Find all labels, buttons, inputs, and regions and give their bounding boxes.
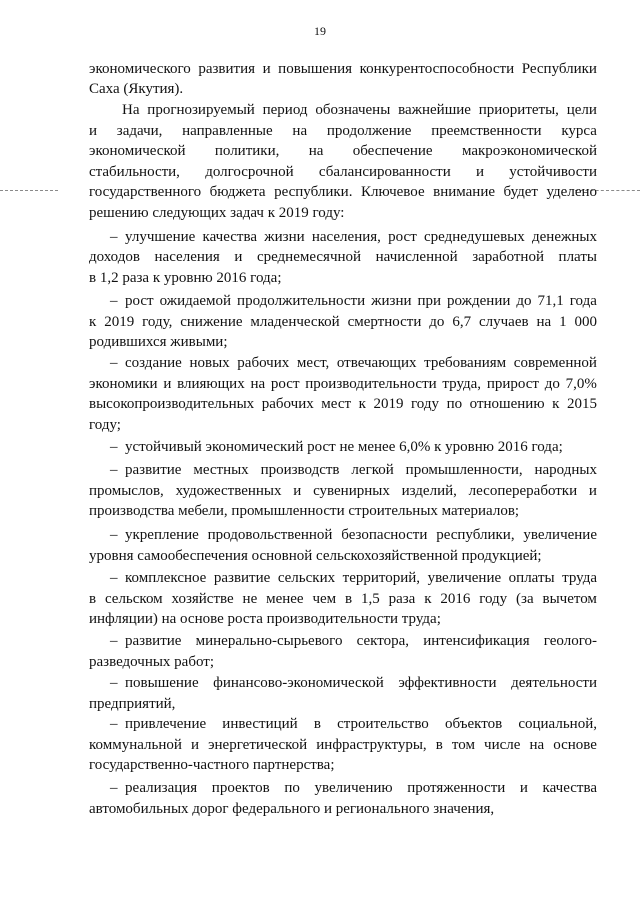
text-line: предприятий, [89,695,176,712]
text-line: коммунальной и энергетической инфраструктуры, в том числе на основе [89,736,597,753]
list-dash: – [110,570,118,586]
text-line: инфляции) на основе роста производительности труда; [89,611,441,628]
text-line: промыслов, художественных и сувенирных изделий, лесопереработки и [89,482,597,499]
text-line: разведочных работ; [89,653,214,670]
text-line: развитие местных производств легкой промышленности, народных [125,462,597,478]
text-line: экономической политики, на обеспечение макроэкономической [89,143,597,160]
text-line: привлечение инвестиций в строительство объектов социальной, [125,716,597,732]
text-line: в 1,2 раза к уровню 2016 года; [89,269,282,286]
text-line: государственно-частного партнерства; [89,757,335,774]
list-dash: – [110,780,118,796]
text-line: улучшение качества жизни населения, рост среднедушевых денежных [125,228,597,245]
page-number: 19 [314,24,326,38]
text-line: рост ожидаемой продолжительности жизни при рождении до 71,1 года [125,293,597,309]
text-line: высокопроизводительных рабочих мест к 2019 году по отношению к 2015 [89,396,597,413]
text-line: укрепление продовольственной безопасности республики, увеличение [125,527,597,543]
text-line: устойчивый экономический рост не менее 6,0% к уровню 2016 года; [125,439,563,455]
list-dash: – [110,527,118,543]
text-line: и задачи, направленные на продолжение преемственности курса [89,122,597,139]
text-line: производства мебели, промышленности строительных материалов; [89,503,520,520]
margin-mark-left [0,190,58,191]
text-line: развитие минерально-сырьевого сектора, интенсификация геолого- [125,633,597,649]
text-line: На прогнозируемый период обозначены важнейшие приоритеты, цели [122,102,597,118]
text-line: автомобильных дорог федерального и регионального значения, [89,800,495,817]
text-line: государственного бюджета республики. Ключевое внимание будет уделено [89,184,597,201]
text-line: родившихся живыми; [89,334,228,351]
text-line: в сельском хозяйстве не менее чем в 1,5 раза к 2016 году (за вычетом [89,590,597,607]
list-dash: – [110,675,118,691]
list-dash: – [110,439,118,455]
text-line: к 2019 году, снижение младенческой смертности до 6,7 случаев на 1 000 [89,313,597,330]
list-dash: – [110,228,118,245]
text-line: реализация проектов по увеличению протяженности и качества [125,780,597,796]
text-line: экономики и влияющих на рост производительности труда, прирост до 7,0% [89,375,597,392]
text-line: решению следующих задач к 2019 году: [89,205,345,221]
text-line: стабильности, долгосрочной сбалансированности и устойчивости [89,163,597,180]
list-dash: – [110,462,118,478]
list-dash: – [110,355,118,371]
list-dash: – [110,716,118,732]
list-dash: – [110,633,118,649]
text-line: уровня самообеспечения основной сельскохозяйственной продукцией; [89,547,542,564]
text-line: комплексное развитие сельских территорий, увеличение оплаты труда [125,570,597,586]
text-line: году; [89,416,121,433]
text-line: экономического развития и повышения конкурентоспособности Республики [89,60,597,77]
text-line: доходов населения и среднемесячной начисленной заработной платы [89,249,597,266]
text-line: повышение финансово-экономической эффективности деятельности [125,675,597,691]
list-dash: – [110,293,118,309]
text-line: Саха (Якутия). [89,81,184,98]
text-line: создание новых рабочих мест, отвечающих требованиям современной [125,355,597,371]
